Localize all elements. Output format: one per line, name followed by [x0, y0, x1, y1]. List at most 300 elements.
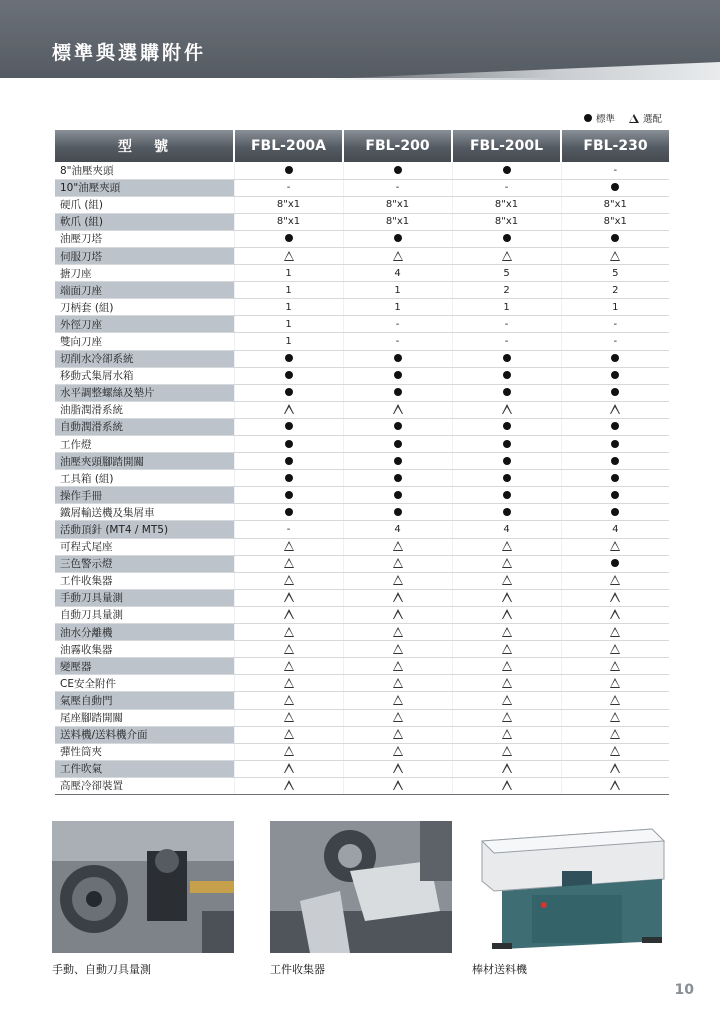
standard-dot-icon [503, 422, 511, 430]
value-cell: 2 [452, 282, 561, 299]
option-triangle-icon [502, 575, 512, 585]
option-triangle-icon [610, 746, 620, 756]
option-triangle-icon [502, 627, 512, 637]
page-title: 標準與選購附件 [52, 42, 207, 64]
accessory-name: 變壓器 [55, 658, 234, 675]
option-triangle-icon [610, 780, 620, 790]
option-cell [343, 401, 452, 418]
accessory-name: 操作手冊 [55, 487, 234, 504]
value-cell: 1 [234, 299, 343, 316]
accessory-name: 硬爪 (組) [55, 196, 234, 213]
value-cell: 4 [343, 265, 452, 282]
table-row [55, 675, 669, 692]
option-cell [452, 401, 561, 418]
value-cell: - [234, 179, 343, 196]
standard-cell [343, 367, 452, 384]
option-triangle-icon [502, 712, 512, 722]
option-cell [561, 675, 669, 692]
standard-cell [452, 384, 561, 401]
option-triangle-icon [502, 558, 512, 568]
accessory-name: 工件吹氣 [55, 760, 234, 777]
standard-cell [561, 350, 669, 367]
standard-cell [343, 436, 452, 453]
table-row [55, 436, 669, 453]
accessory-name: 活動頂針 (MT4 / MT5) [55, 521, 234, 538]
standard-dot-icon [584, 114, 592, 122]
standard-dot-icon [611, 183, 619, 191]
option-cell [343, 572, 452, 589]
standard-dot-icon [611, 457, 619, 465]
standard-cell [234, 453, 343, 470]
option-cell [561, 589, 669, 606]
option-triangle-icon [502, 678, 512, 688]
table-row [55, 658, 669, 675]
option-triangle-icon [284, 695, 294, 705]
standard-dot-icon [394, 371, 402, 379]
accessory-name: 氣壓自動門 [55, 692, 234, 709]
standard-cell [234, 350, 343, 367]
option-cell [343, 658, 452, 675]
legend [584, 111, 662, 125]
option-cell [452, 641, 561, 658]
value-cell: 8"x1 [234, 196, 343, 213]
option-triangle-icon [393, 541, 403, 551]
accessory-name: 鐵屑輸送機及集屑車 [55, 504, 234, 521]
option-cell [234, 743, 343, 760]
value-cell: 8"x1 [561, 213, 669, 230]
value-cell: 1 [343, 282, 452, 299]
accessory-name: 工作燈 [55, 436, 234, 453]
standard-dot-icon [611, 559, 619, 567]
option-cell [561, 726, 669, 743]
model-column-header: FBL-200L [452, 130, 561, 162]
option-cell [343, 538, 452, 555]
option-cell [234, 247, 343, 264]
value-cell: - [343, 316, 452, 333]
standard-dot-icon [611, 491, 619, 499]
legend-standard-label: 標準 [595, 114, 615, 125]
standard-cell [234, 470, 343, 487]
standard-dot-icon [611, 234, 619, 242]
page-number: 10 [674, 982, 694, 998]
option-cell [343, 606, 452, 623]
option-triangle-icon [393, 575, 403, 585]
photo-caption: 棒材送料機 [472, 963, 527, 976]
value-cell: 1 [452, 299, 561, 316]
option-cell [452, 777, 561, 794]
option-triangle-icon [393, 592, 403, 602]
option-triangle-icon [393, 251, 403, 261]
table-row [55, 213, 669, 230]
accessory-name: 工具箱 (組) [55, 470, 234, 487]
value-cell: - [561, 333, 669, 350]
standard-cell [561, 230, 669, 247]
accessory-name: 手動刀具量測 [55, 589, 234, 606]
standard-cell [452, 453, 561, 470]
option-cell [561, 709, 669, 726]
option-triangle-icon [393, 627, 403, 637]
value-cell: 1 [234, 333, 343, 350]
option-triangle-icon [284, 541, 294, 551]
standard-dot-icon [394, 440, 402, 448]
option-cell [452, 538, 561, 555]
legend-option-label: 選配 [642, 114, 662, 125]
value-cell: 5 [561, 265, 669, 282]
standard-dot-icon [394, 388, 402, 396]
option-triangle-icon [393, 609, 403, 619]
table-row [55, 606, 669, 623]
option-triangle-icon [610, 644, 620, 654]
standard-dot-icon [394, 474, 402, 482]
standard-cell [343, 350, 452, 367]
option-triangle-icon [284, 746, 294, 756]
accessory-name: 端面刀座 [55, 282, 234, 299]
option-cell [561, 247, 669, 264]
option-cell [343, 641, 452, 658]
standard-cell [234, 487, 343, 504]
standard-cell [234, 418, 343, 435]
standard-dot-icon [285, 440, 293, 448]
value-cell: - [561, 316, 669, 333]
standard-dot-icon [611, 354, 619, 362]
option-triangle-icon [393, 558, 403, 568]
option-cell [452, 247, 561, 264]
value-cell: 4 [343, 521, 452, 538]
option-triangle-icon [610, 575, 620, 585]
header-swoosh [300, 62, 720, 80]
table-row [55, 282, 669, 299]
option-cell [343, 760, 452, 777]
accessory-name: 油脂潤滑系統 [55, 401, 234, 418]
photo-caption: 手動、自動刀具量測 [52, 963, 151, 976]
standard-cell [234, 384, 343, 401]
standard-dot-icon [503, 354, 511, 362]
standard-cell [343, 384, 452, 401]
table-row [55, 367, 669, 384]
option-triangle-icon [502, 404, 512, 414]
table-row [55, 470, 669, 487]
accessory-name: 外徑刀座 [55, 316, 234, 333]
accessory-name: 油水分離機 [55, 624, 234, 641]
option-cell [561, 624, 669, 641]
accessories-table [55, 130, 669, 795]
accessory-name: 10"油壓夾頭 [55, 179, 234, 196]
option-cell [234, 726, 343, 743]
table-row [55, 726, 669, 743]
model-header: 型號 [55, 130, 234, 162]
accessory-name: 可程式尾座 [55, 538, 234, 555]
value-cell: 8"x1 [234, 213, 343, 230]
standard-cell [561, 418, 669, 435]
standard-cell [561, 504, 669, 521]
standard-dot-icon [503, 457, 511, 465]
option-cell [561, 538, 669, 555]
option-triangle-icon [610, 592, 620, 602]
accessory-name: 軟爪 (組) [55, 213, 234, 230]
accessory-name: 雙向刀座 [55, 333, 234, 350]
accessory-name: 彈性筒夾 [55, 743, 234, 760]
standard-dot-icon [503, 440, 511, 448]
option-triangle-icon [610, 609, 620, 619]
model-column-header: FBL-200A [234, 130, 343, 162]
option-triangle-icon [393, 661, 403, 671]
table-row [55, 572, 669, 589]
standard-cell [452, 436, 561, 453]
option-cell [561, 572, 669, 589]
option-cell [234, 692, 343, 709]
option-cell [452, 572, 561, 589]
standard-cell [561, 453, 669, 470]
table-row [55, 179, 669, 196]
photo-caption: 工件收集器 [270, 963, 325, 976]
value-cell: 4 [452, 521, 561, 538]
option-triangle-icon [610, 627, 620, 637]
standard-dot-icon [503, 371, 511, 379]
option-triangle-icon [502, 609, 512, 619]
option-cell [343, 589, 452, 606]
standard-cell [561, 470, 669, 487]
accessory-name: 工件收集器 [55, 572, 234, 589]
standard-dot-icon [611, 440, 619, 448]
option-cell [234, 555, 343, 572]
standard-cell [452, 487, 561, 504]
option-cell [234, 675, 343, 692]
table-row [55, 316, 669, 333]
option-cell [343, 726, 452, 743]
option-triangle-icon [502, 729, 512, 739]
option-cell [234, 589, 343, 606]
table-row [55, 692, 669, 709]
parts-catcher-illustration [270, 821, 452, 953]
table-row [55, 247, 669, 264]
standard-dot-icon [285, 388, 293, 396]
option-triangle-icon [610, 712, 620, 722]
option-triangle-icon [502, 592, 512, 602]
standard-cell [343, 487, 452, 504]
standard-cell [343, 470, 452, 487]
value-cell: 8"x1 [343, 213, 452, 230]
option-triangle-icon [393, 404, 403, 414]
table-row [55, 453, 669, 470]
option-cell [452, 589, 561, 606]
option-triangle-icon [284, 644, 294, 654]
option-cell [561, 692, 669, 709]
option-triangle-icon [610, 404, 620, 414]
option-cell [452, 760, 561, 777]
option-cell [561, 743, 669, 760]
option-cell [343, 555, 452, 572]
table-row [55, 299, 669, 316]
value-cell: 8"x1 [452, 213, 561, 230]
standard-cell [452, 504, 561, 521]
option-cell [343, 247, 452, 264]
tool-measurement-photo [52, 821, 234, 953]
table-row [55, 589, 669, 606]
value-cell: - [343, 179, 452, 196]
bar-feeder-photo [472, 821, 668, 953]
model-column-header: FBL-230 [561, 130, 669, 162]
standard-cell [343, 162, 452, 179]
option-triangle-icon [610, 678, 620, 688]
accessory-name: 高壓冷卻裝置 [55, 777, 234, 794]
standard-dot-icon [503, 508, 511, 516]
standard-dot-icon [503, 388, 511, 396]
option-triangle-icon [610, 729, 620, 739]
standard-cell [452, 162, 561, 179]
standard-cell [561, 487, 669, 504]
option-cell [561, 760, 669, 777]
option-cell [452, 555, 561, 572]
standard-dot-icon [394, 457, 402, 465]
option-triangle-icon [393, 729, 403, 739]
standard-cell [343, 453, 452, 470]
option-cell [452, 743, 561, 760]
table-row [55, 487, 669, 504]
standard-dot-icon [394, 354, 402, 362]
table-row [55, 504, 669, 521]
standard-cell [452, 230, 561, 247]
value-cell: 1 [234, 265, 343, 282]
standard-cell [452, 350, 561, 367]
option-cell [343, 743, 452, 760]
accessory-name: 送料機/送料機介面 [55, 726, 234, 743]
value-cell: 1 [343, 299, 452, 316]
standard-dot-icon [285, 508, 293, 516]
option-triangle-icon [502, 541, 512, 551]
option-cell [561, 658, 669, 675]
accessory-name: 移動式集屑水箱 [55, 367, 234, 384]
table-row [55, 384, 669, 401]
standard-cell [234, 367, 343, 384]
option-triangle-icon [610, 695, 620, 705]
table-row [55, 418, 669, 435]
value-cell: 5 [452, 265, 561, 282]
option-triangle-icon [502, 746, 512, 756]
option-triangle-icon [610, 763, 620, 773]
option-cell [234, 709, 343, 726]
accessory-name: 油壓刀塔 [55, 230, 234, 247]
option-triangle-icon [610, 661, 620, 671]
standard-dot-icon [394, 422, 402, 430]
option-cell [452, 658, 561, 675]
option-triangle-icon [393, 644, 403, 654]
option-cell [343, 777, 452, 794]
option-triangle-icon [284, 404, 294, 414]
option-triangle-icon [502, 695, 512, 705]
standard-dot-icon [285, 354, 293, 362]
table-row [55, 265, 669, 282]
standard-dot-icon [394, 508, 402, 516]
option-triangle-icon [629, 114, 639, 123]
option-triangle-icon [610, 541, 620, 551]
standard-cell [452, 367, 561, 384]
value-cell: - [343, 333, 452, 350]
option-triangle-icon [393, 780, 403, 790]
standard-dot-icon [285, 166, 293, 174]
standard-dot-icon [285, 457, 293, 465]
standard-cell [452, 418, 561, 435]
option-triangle-icon [284, 763, 294, 773]
table-row [55, 162, 669, 179]
option-triangle-icon [284, 627, 294, 637]
standard-cell [234, 230, 343, 247]
standard-cell [561, 436, 669, 453]
accessory-name: 搪刀座 [55, 265, 234, 282]
option-triangle-icon [284, 251, 294, 261]
option-triangle-icon [502, 661, 512, 671]
accessory-name: 刀柄套 (組) [55, 299, 234, 316]
standard-dot-icon [285, 234, 293, 242]
value-cell: - [234, 521, 343, 538]
table-row [55, 777, 669, 794]
accessory-name: 切削水冷卻系統 [55, 350, 234, 367]
accessory-name: 尾座腳踏開關 [55, 709, 234, 726]
option-cell [343, 675, 452, 692]
standard-dot-icon [394, 234, 402, 242]
standard-dot-icon [503, 491, 511, 499]
option-cell [452, 624, 561, 641]
accessory-name: 水平調整螺絲及墊片 [55, 384, 234, 401]
standard-dot-icon [285, 474, 293, 482]
standard-dot-icon [503, 234, 511, 242]
option-triangle-icon [284, 609, 294, 619]
standard-cell [343, 230, 452, 247]
option-triangle-icon [284, 592, 294, 602]
option-triangle-icon [502, 644, 512, 654]
standard-cell [561, 384, 669, 401]
option-cell [561, 641, 669, 658]
option-cell [343, 709, 452, 726]
option-cell [234, 624, 343, 641]
table-header-row [55, 130, 669, 162]
page-header [0, 0, 720, 78]
accessory-name: 8"油壓夾頭 [55, 162, 234, 179]
table-row [55, 743, 669, 760]
option-triangle-icon [284, 729, 294, 739]
standard-dot-icon [611, 422, 619, 430]
option-triangle-icon [393, 695, 403, 705]
option-triangle-icon [284, 678, 294, 688]
parts-catcher-photo [270, 821, 452, 953]
standard-dot-icon [611, 388, 619, 396]
table-row [55, 709, 669, 726]
table-row [55, 196, 669, 213]
standard-cell [234, 504, 343, 521]
option-triangle-icon [393, 712, 403, 722]
option-cell [452, 692, 561, 709]
value-cell: 8"x1 [343, 196, 452, 213]
standard-dot-icon [503, 166, 511, 174]
value-cell: - [452, 179, 561, 196]
table-body [55, 162, 669, 794]
option-triangle-icon [610, 251, 620, 261]
table-row [55, 401, 669, 418]
table-row [55, 350, 669, 367]
bar-feeder-illustration [472, 821, 668, 953]
standard-cell [561, 367, 669, 384]
table-row [55, 521, 669, 538]
standard-cell [561, 555, 669, 572]
option-cell [452, 606, 561, 623]
value-cell: 1 [561, 299, 669, 316]
table-row [55, 760, 669, 777]
standard-dot-icon [285, 371, 293, 379]
standard-dot-icon [611, 508, 619, 516]
option-cell [234, 606, 343, 623]
option-cell [343, 624, 452, 641]
option-triangle-icon [284, 712, 294, 722]
option-cell [452, 709, 561, 726]
